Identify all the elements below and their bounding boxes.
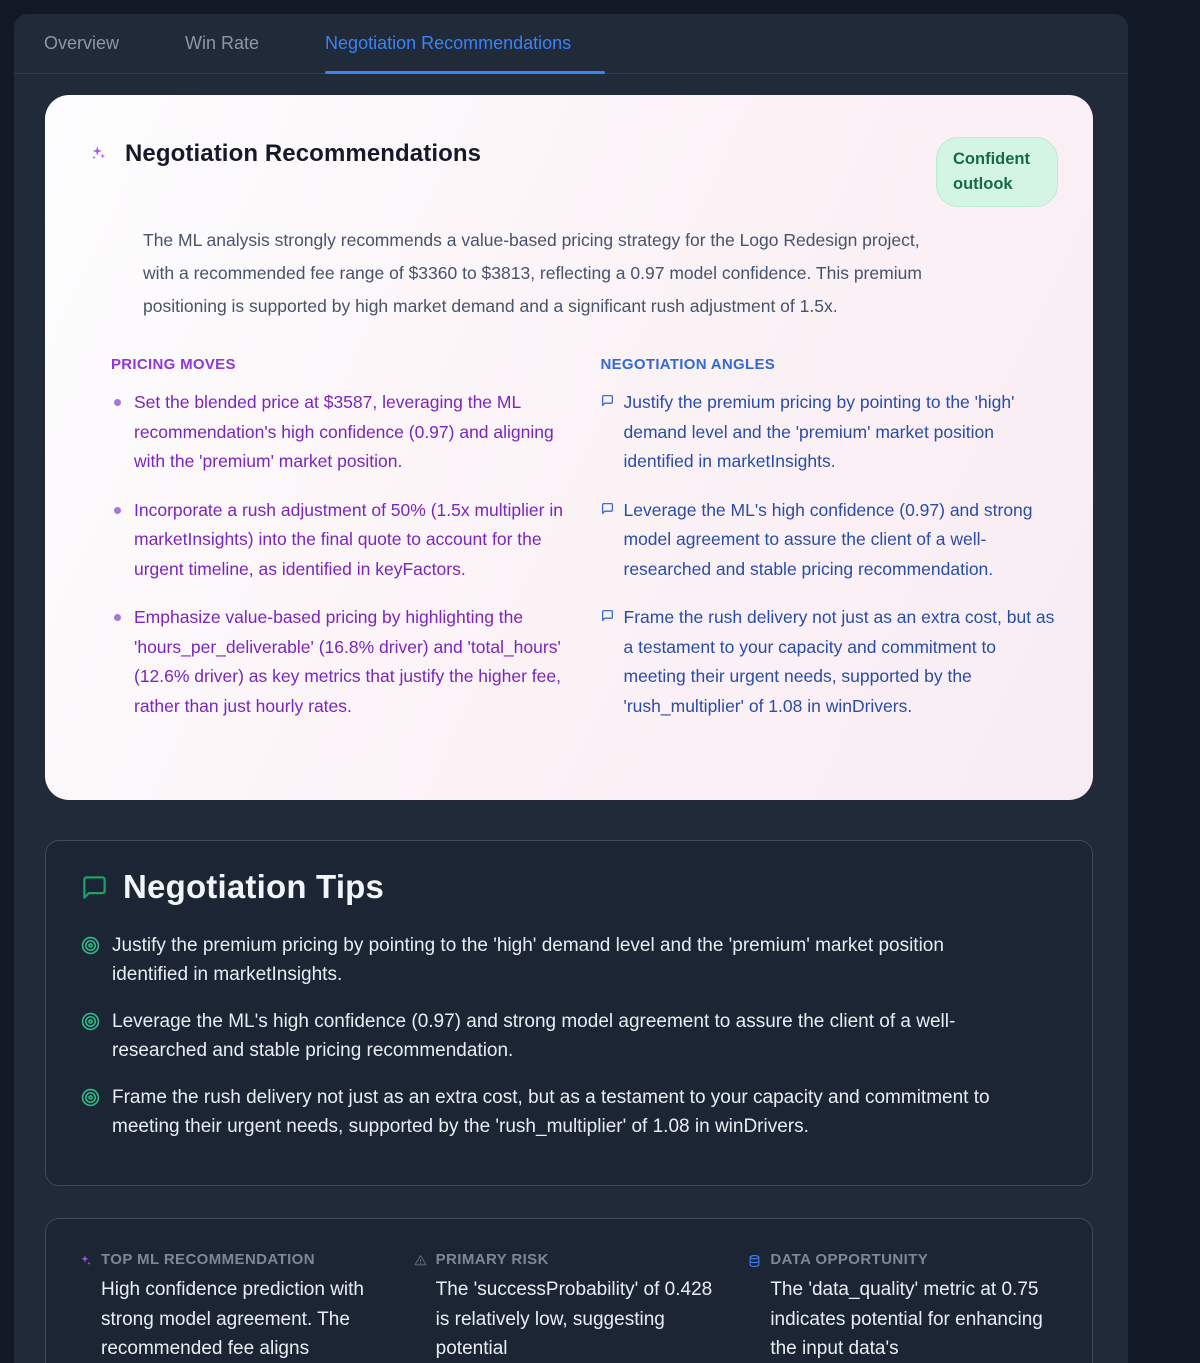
insight-text: The 'data_quality' metric at 0.75 indicates potential for enhancing the input data's <box>770 1279 1043 1359</box>
confidence-badge: Confident outlook <box>936 137 1058 207</box>
tab-bar <box>14 14 1128 74</box>
tip-text: Justify the premium pricing by pointing to the 'high' demand level and the 'premium' market position identified in marketInsights. <box>112 935 944 985</box>
tip-item <box>81 1007 1021 1065</box>
pricing-moves-section <box>111 356 569 740</box>
main-panel <box>14 14 1128 1363</box>
negotiation-angle-item <box>601 603 1059 721</box>
bullet-dot-icon <box>114 399 121 406</box>
negotiation-angles-section <box>601 356 1059 740</box>
pricing-moves-heading: PRICING MOVES <box>111 356 236 373</box>
pricing-move-text: Incorporate a rush adjustment of 50% (1.5x multiplier in marketInsights) into the final quote to account for the urgent timeline, as identified in keyFactors. <box>134 499 563 579</box>
pricing-move-item <box>111 496 569 585</box>
insight-primary-risk <box>414 1251 725 1363</box>
card-title: Negotiation Recommendations <box>125 140 482 167</box>
tip-text: Frame the rush delivery not just as an extra cost, but as a testament to your capacity and commitment to meeting their urgent needs, supported by the 'rush_multiplier' of 1.08 in winDrivers. <box>112 1087 990 1137</box>
negotiation-angle-text: Leverage the ML's high confidence (0.97) and strong model agreement to assure the client of a well-researched and stable pricing recommendation. <box>623 499 1033 579</box>
target-icon <box>81 1012 100 1031</box>
insight-label: TOP ML RECOMMENDATION <box>101 1251 315 1268</box>
recommendation-summary: The ML analysis strongly recommends a value-based pricing strategy for the Logo Redesign project, with a recommended fee range of $3360 to $3813, reflecting a 0.97 model confidence. This premium positioning is supported by high market demand and a significant rush adjustment of 1.5x. <box>143 230 922 316</box>
tab-negotiation-recommendations[interactable]: Negotiation Recommendations <box>325 14 571 73</box>
negotiation-angle-text: Justify the premium pricing by pointing to the 'high' demand level and the 'premium' market position identified in marketInsights. <box>623 392 1015 471</box>
speech-bubble-icon <box>601 394 614 407</box>
tip-text: Leverage the ML's high confidence (0.97) and strong model agreement to assure the client of a well-researched and stable pricing recommendation. <box>112 1011 956 1061</box>
speech-bubble-icon <box>601 502 614 515</box>
tip-item <box>81 1083 1021 1141</box>
pricing-move-item <box>111 603 569 721</box>
recommendations-card <box>45 95 1093 800</box>
tab-overview[interactable]: Overview <box>44 33 120 53</box>
pricing-move-item <box>111 388 569 477</box>
speech-bubble-icon <box>601 609 614 622</box>
negotiation-angle-item <box>601 496 1059 585</box>
insight-label: DATA OPPORTUNITY <box>770 1251 929 1268</box>
insight-data-opportunity <box>748 1251 1059 1363</box>
negotiation-tips-card <box>45 840 1093 1186</box>
negotiation-angle-text: Frame the rush delivery not just as an extra cost, but as a testament to your capacity and commitment to meeting their urgent needs, supported by the 'rush_multiplier' of 1.08 in winDrivers. <box>623 607 1055 716</box>
bullet-dot-icon <box>114 507 121 514</box>
negotiation-angle-item <box>601 388 1059 477</box>
insight-label: PRIMARY RISK <box>435 1251 549 1268</box>
tip-item <box>81 931 1021 989</box>
speech-bubble-icon <box>81 874 108 901</box>
database-icon <box>748 1254 761 1268</box>
insight-text: High confidence prediction with strong model agreement. The recommended fee aligns <box>101 1279 364 1359</box>
tab-win-rate[interactable]: Win Rate <box>185 33 260 53</box>
negotiation-angles-heading: NEGOTIATION ANGLES <box>600 356 776 373</box>
insight-text: The 'successProbability' of 0.428 is relatively low, suggesting potential <box>435 1279 713 1359</box>
insight-top-ml-recommendation <box>79 1251 390 1363</box>
pricing-move-text: Emphasize value-based pricing by highlighting the 'hours_per_deliverable' (16.8% driver) and 'total_hours' (12.6% driver) as key metrics that justify the higher fee, rather than just hourly rates. <box>134 607 561 716</box>
pricing-move-text: Set the blended price at $3587, leveraging the ML recommendation's high confidence (0.97) and aligning with the 'premium' market position. <box>134 392 554 471</box>
target-icon <box>81 936 100 955</box>
sparkles-icon <box>90 145 106 161</box>
tips-title: Negotiation Tips <box>123 868 385 905</box>
target-icon <box>81 1088 100 1107</box>
sparkles-icon <box>79 1254 92 1267</box>
alert-icon <box>414 1254 427 1267</box>
bullet-dot-icon <box>114 614 121 621</box>
insights-card <box>45 1218 1093 1363</box>
